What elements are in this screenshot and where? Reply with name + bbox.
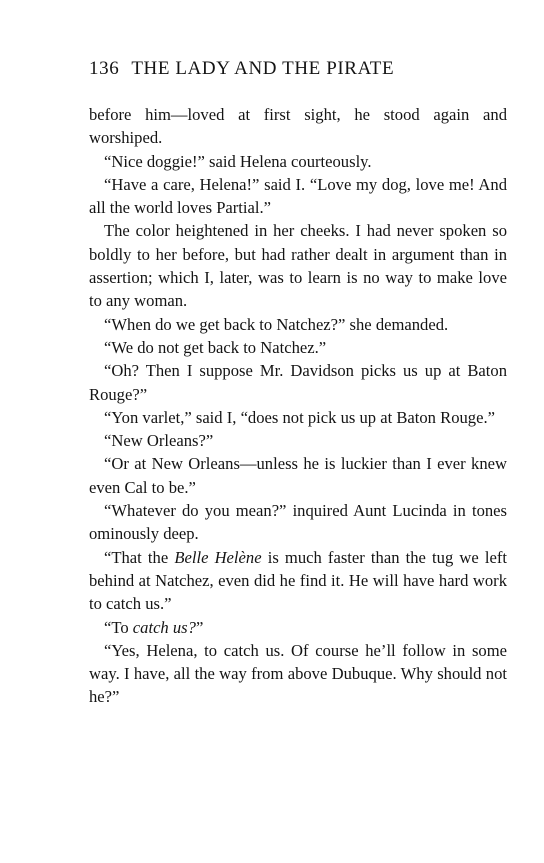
body-text xyxy=(89,103,507,709)
text-run: “Whatever do you mean?” inquired Aunt Lucinda in tones ominously deep. xyxy=(89,501,507,544)
text-run: “We do not get back to Natchez.” xyxy=(104,337,327,357)
paragraph xyxy=(89,173,507,220)
paragraph xyxy=(89,406,507,429)
paragraph xyxy=(89,639,507,709)
italic-text: catch us? xyxy=(132,617,196,637)
running-title: THE LADY AND THE PIRATE xyxy=(131,58,395,79)
page-number: 136 xyxy=(89,58,120,79)
text-run: “Yes, Helena, to catch us. Of course he’ll follow in some way. I have, all the way from above Dubuque. Why should not he?” xyxy=(89,640,507,707)
paragraph xyxy=(89,103,507,150)
text-run: “When do we get back to Natchez?” she demanded. xyxy=(104,314,449,334)
text-run: is much faster than the tug we left behind at Natchez, even did he find it. He will have hard work to catch us.” xyxy=(89,547,507,614)
text-run: “To xyxy=(104,617,133,637)
text-run: “New Orleans?” xyxy=(104,431,214,451)
paragraph xyxy=(89,499,507,546)
text-run: The color heightened in her cheeks. I had never spoken so boldly to her before, but had rather dealt in argument than in assertion; which I, later, was to learn is no way to make love to any woman. xyxy=(89,221,507,311)
italic-text: Belle Helène xyxy=(174,547,262,567)
paragraph xyxy=(89,546,507,616)
paragraph xyxy=(89,429,507,452)
text-run: before him—loved at first sight, he stood again and worshiped. xyxy=(89,105,507,148)
running-header xyxy=(89,58,509,80)
paragraph xyxy=(89,336,507,359)
text-run: “Nice doggie!” said Helena courteously. xyxy=(104,151,372,171)
text-run: “Have a care, Helena!” said I. “Love my dog, love me! And all the world loves Partial.” xyxy=(89,174,507,218)
text-run: “Or at New Orleans—unless he is luckier than I ever knew even Cal to be.” xyxy=(89,454,507,497)
text-run: “Yon varlet,” said I, “does not pick us up at Baton Rouge.” xyxy=(104,407,495,427)
text-run: “Oh? Then I suppose Mr. Davidson picks us up at Baton Rouge?” xyxy=(89,361,507,404)
text-run: “That the xyxy=(104,547,175,567)
paragraph xyxy=(89,616,507,639)
paragraph xyxy=(89,313,507,336)
paragraph xyxy=(89,452,507,499)
paragraph xyxy=(89,150,507,173)
paragraph xyxy=(89,219,507,312)
paragraph xyxy=(89,359,507,406)
text-run: ” xyxy=(195,617,204,637)
